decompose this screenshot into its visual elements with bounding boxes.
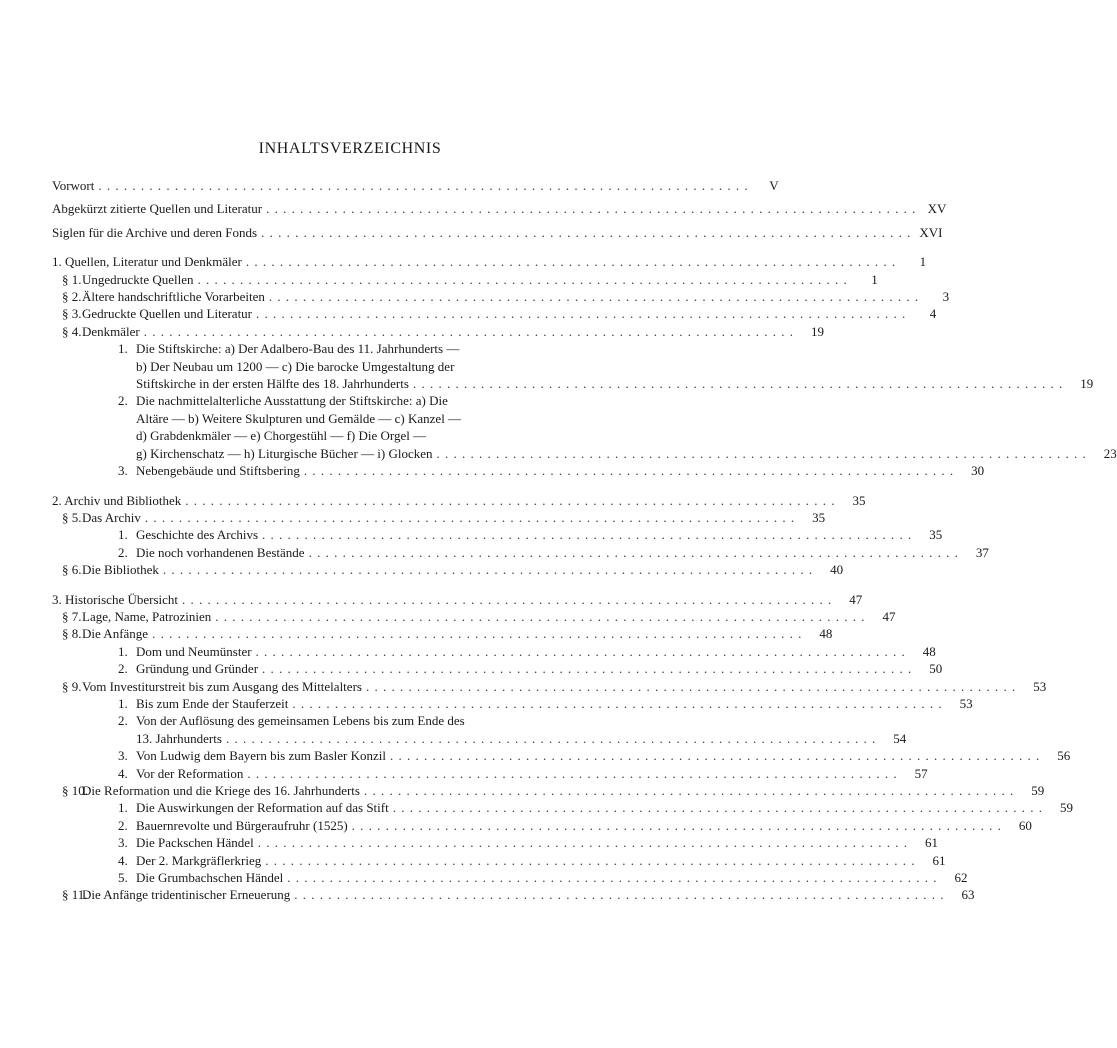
section-title: Die Anfänge [82,626,149,642]
entry-page: 4 [929,306,937,322]
dot-leader [145,509,795,526]
entry-page: 53 [1033,678,1047,694]
toc-subentry [118,392,642,409]
toc-section-8 [62,625,833,642]
section-title: Die Reformation und die Kriege des 16. Jahrhunderts [82,783,360,798]
dot-leader [352,817,1002,834]
toc-subentry [118,643,936,660]
section-title: Denkmäler [82,323,140,339]
dot-leader [182,591,832,608]
entry-page: 3 [942,289,950,305]
section-number: § 10. [62,783,88,798]
dot-leader [163,561,813,578]
toc-section-5 [62,509,826,526]
subentry-number: 5. [118,870,128,886]
dot-leader [304,462,954,479]
entry-page: 30 [971,463,985,479]
section-number: § 7. [62,608,82,624]
dot-leader [265,852,915,869]
entry-page: 63 [961,887,975,903]
entry-page: 35 [812,509,826,525]
entry-page: 23 [1103,445,1117,461]
entry-page: 60 [1018,817,1032,833]
section-title: Lage, Name, Patrozinien [82,608,212,624]
entry-page: 50 [929,661,943,677]
toc-subentry [118,852,946,869]
entry-text: Siglen für die Archive und deren Fonds [52,224,258,240]
section-title: Das Archiv [82,509,141,525]
subentry-number: 1. [118,341,128,357]
subentry-text: b) Der Neubau um 1200 — c) Die barocke Umgestaltung der [136,358,455,374]
section-title: Ältere handschriftliche Vorarbeiten [82,289,265,305]
entry-page: 1 [871,271,878,287]
entry-page: 61 [924,835,938,851]
subentry-number: 1. [118,643,128,659]
entry-page: 19 [811,323,825,339]
dot-leader [413,375,1063,392]
toc-chapter-3 [52,591,863,608]
toc-subentry [118,695,973,712]
dot-leader [366,678,1016,695]
entry-page: 35 [929,527,943,543]
dot-leader [262,660,912,677]
section-title: Vom Investiturstreit bis zum Ausgang des Mittelalters [82,678,362,694]
toc-subentry-continuation [136,358,642,375]
entry-page: 53 [959,695,973,711]
entry-page: 40 [830,562,844,578]
dot-leader [256,643,906,660]
subentry-text: Bis zum Ende der Stauferzeit [136,695,289,711]
toc-subentry [118,817,1032,834]
toc-entry-abbreviations [52,200,947,217]
toc-subentry [118,340,642,357]
toc-section-2 [62,288,950,305]
toc-subentry-continuation [136,410,642,427]
dot-leader [185,492,835,509]
toc-subentry-continuation [136,375,1094,392]
subentry-number: 2. [118,713,128,729]
section-title: Gedruckte Quellen und Literatur [82,306,253,322]
dot-leader [287,869,937,886]
dot-leader [226,730,876,747]
toc-subentry [118,526,943,543]
chapter-title: 1. Quellen, Literatur und Denkmäler [52,254,242,270]
entry-page: 48 [922,643,936,659]
entry-page: 19 [1080,376,1094,392]
subentry-text: Die Grumbachschen Händel [136,870,284,886]
subentry-number: 3. [118,463,128,479]
entry-page: XV [927,201,947,217]
dot-leader [309,544,959,561]
dot-leader [215,608,865,625]
subentry-text: Die noch vorhandenen Bestände [136,544,305,560]
entry-page: 35 [852,492,866,508]
dot-leader [246,253,896,270]
toc-section-10 [62,782,1045,799]
toc-section-4 [62,323,825,340]
dot-leader [261,224,911,241]
dot-leader [437,445,1087,462]
toc-subentry [118,712,642,729]
subentry-text: Dom und Neumünster [136,643,252,659]
subentry-number: 1. [118,527,128,543]
subentry-text: Die nachmittelalterliche Ausstattung der Stiftskirche: a) Die [136,393,448,409]
toc-section-3 [62,305,937,322]
entry-page: 37 [975,544,989,560]
subentry-text: Die Auswirkungen der Reformation auf das Stift [136,800,389,816]
subentry-text: Gründung und Gründer [136,661,259,677]
toc-subentry [118,747,1071,764]
dot-leader [266,200,916,217]
subentry-text: 13. Jahrhunderts [136,730,222,746]
toc-subentry [118,660,943,677]
subentry-text: Geschichte des Archivs [136,527,259,543]
subentry-number: 3. [118,748,128,764]
toc-subentry-continuation [136,445,1117,462]
toc-section-7 [62,608,896,625]
subentry-text: Stiftskirche in der ersten Hälfte des 18. Jahrhunderts [136,376,409,392]
section-number: § 3. [62,306,82,322]
subentry-number: 2. [118,817,128,833]
entry-page: V [769,178,779,193]
entry-text: Abgekürzt zitierte Quellen und Literatur [52,201,263,217]
subentry-text: Nebengebäude und Stiftsbering [136,463,300,479]
section-title: Ungedruckte Quellen [82,271,194,287]
subentry-text: Die Stiftskirche: a) Der Adalbero-Bau des 11. Jahrhunderts — [136,341,460,357]
subentry-number: 4. [118,852,128,868]
subentry-number: 2. [118,661,128,677]
section-number: § 2. [62,289,82,305]
dot-leader [198,271,848,288]
dot-leader [152,625,802,642]
page-title: INHALTSVERZEICHNIS [258,140,442,157]
toc-chapter-1 [52,253,927,270]
toc-entry-sigla [52,224,943,241]
toc-subentry-continuation [136,730,907,747]
entry-page: 56 [1057,748,1071,764]
section-number: § 5. [62,509,82,525]
chapter-title: 3. Historische Übersicht [52,591,179,607]
subentry-text: Von der Auflösung des gemeinsamen Lebens bis zum Ende des [136,713,465,729]
toc-section-9 [62,678,1047,695]
subentry-text: g) Kirchenschatz — h) Liturgische Bücher — i) Glocken [136,445,433,461]
dot-leader [269,288,919,305]
toc-subentry [118,869,968,886]
subentry-text: Von Ludwig dem Bayern bis zum Basler Konzil [136,748,386,764]
toc-section-1 [62,271,878,288]
section-number: § 6. [62,562,82,578]
entry-page: 47 [849,591,863,607]
entry-page: 59 [1031,783,1045,798]
section-title: Die Bibliothek [82,562,159,578]
subentry-number: 1. [118,800,128,816]
subentry-text: d) Grabdenkmäler — e) Chorgestühl — f) Die Orgel — [136,428,427,444]
dot-leader [393,799,1043,816]
dot-leader [144,323,794,340]
dot-leader [98,177,748,194]
subentry-text: Bauernrevolte und Bürgeraufruhr (1525) [136,817,348,833]
entry-page: 62 [954,870,968,886]
subentry-text: Vor der Reformation [136,765,244,781]
subentry-number: 4. [118,765,128,781]
entry-page: 48 [819,626,833,642]
table-of-contents [52,177,1117,904]
dot-leader [247,765,897,782]
subentry-text: Der 2. Markgräflerkrieg [136,852,262,868]
entry-page: 61 [932,852,946,868]
toc-subentry [118,765,928,782]
dot-leader [294,886,944,903]
section-number: § 8. [62,626,82,642]
toc-subentry [118,544,989,561]
toc-subentry [118,462,985,479]
dot-leader [364,782,1014,799]
toc-subentry [118,799,1073,816]
section-number: § 1. [62,271,82,287]
entry-page: XVI [919,224,943,240]
dot-leader [256,305,906,322]
chapter-title: 2. Archiv und Bibliothek [52,492,182,508]
dot-leader [262,526,912,543]
section-number: § 4. [62,323,82,339]
entry-page: 47 [882,608,896,624]
toc-chapter-2 [52,492,866,509]
toc-section-11 [62,886,975,903]
entry-page: 57 [914,765,928,781]
subentry-number: 2. [118,544,128,560]
section-number: § 11. [62,887,88,903]
subentry-number: 2. [118,393,128,409]
subentry-text: Altäre — b) Weitere Skulpturen und Gemälde — c) Kanzel — [136,410,462,426]
subentry-text: Die Packschen Händel [136,835,254,851]
section-number: § 9. [62,678,82,694]
toc-subentry [118,834,938,851]
subentry-number: 3. [118,835,128,851]
subentry-number: 1. [118,695,128,711]
toc-entry-vorwort [52,177,779,194]
section-title: Die Anfänge tridentinischer Erneuerung [82,887,291,903]
entry-page: 54 [893,730,907,746]
dot-leader [390,747,1040,764]
toc-section-6 [62,561,844,578]
dot-leader [258,834,908,851]
entry-page: 59 [1059,800,1073,816]
entry-page: 1 [919,254,927,270]
dot-leader [292,695,942,712]
entry-text: Vorwort [52,178,95,193]
toc-subentry-continuation [136,427,642,444]
